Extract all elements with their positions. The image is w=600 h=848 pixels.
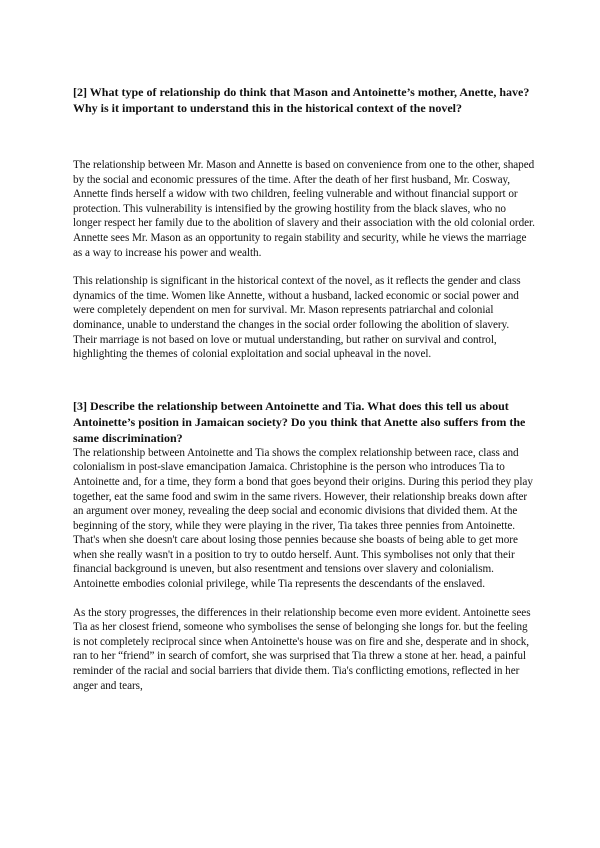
section-spacer [73, 376, 535, 398]
answer-paragraph: As the story progresses, the differences in their relationship become even more evident. Antoinette sees Tia as her closest friend, someone who symbolises the sense of belonging she longs for. but the feeling is not completely reciprocal since when Antoinette's house was on fire and she, desperate and in shock, ran to her “friend” in search of comfort, she was surprised that Tia threw a stone at her. head, a painful reminder of the racial and social barriers that divide them. Tia's conflicting emotions, reflected in her anger and tears, [73, 606, 531, 692]
answer-paragraph: The relationship between Antoinette and Tia shows the complex relationship between race, class and colonialism in post-slave emancipation Jamaica. Christophine is the person who introduces Tia to Antoinette and, for a time, they form a bond that goes beyond their origins. During this period they play together, eat the same food and swim in the same rivers. However, their relationship breaks down after an argument over money, revealing the deep social and economic divisions that divided them. At the beginning of the story, while they were playing in the river, Tia takes three pennies from Antoinette. That's when she doesn't care about losing those pennies because she boasts of being able to get more when she really wasn't in a position to try to outdo herself. Aunt. This symbolises not only that their financial background is uneven, but also resentment and tensions over slavery and colonialism. Antoinette embodies colonial privilege, while Tia represents the descendants of the enslaved. [73, 446, 533, 591]
question-heading: [2] What type of relationship do think that Mason and Antoinette’s mother, Anette, have? Why is it important to understand this in the historical context of the novel? [73, 85, 530, 115]
answer-paragraph: The relationship between Mr. Mason and Annette is based on convenience from one to the other, shaped by the social and economic pressures of the time. After the death of her first husband, Mr. Cosway, Annette finds herself a widow with two children, feeling vulnerable and without financial support or protection. This vulnerability is intensified by the growing hostility from the black slaves, who no longer respect her family due to the abolition of slavery and their association with the old colonial order. Annette sees Mr. Mason as an opportunity to regain stability and security, while he views the marriage as a way to increase his power and wealth. [73, 159, 535, 259]
document-page [73, 84, 535, 707]
answer-paragraph: This relationship is significant in the historical context of the novel, as it reflects the gender and class dynamics of the time. Women like Annette, without a husband, lacked economic or social power and were completely dependent on men for survival. Mr. Mason represents patriarchal and colonial dominance, unable to understand the changes in the social order following the abolition of slavery. Their marriage is not based on love or mutual understanding, but rather on survival and control, highlighting the themes of colonial exploitation and social upheaval in the novel. [73, 275, 521, 361]
question-heading: [3] Describe the relationship between Antoinette and Tia. What does this tell us about Antoinette’s position in Jamaican society? Do you think that Anette also suffers from the same discrimination? [73, 398, 526, 445]
